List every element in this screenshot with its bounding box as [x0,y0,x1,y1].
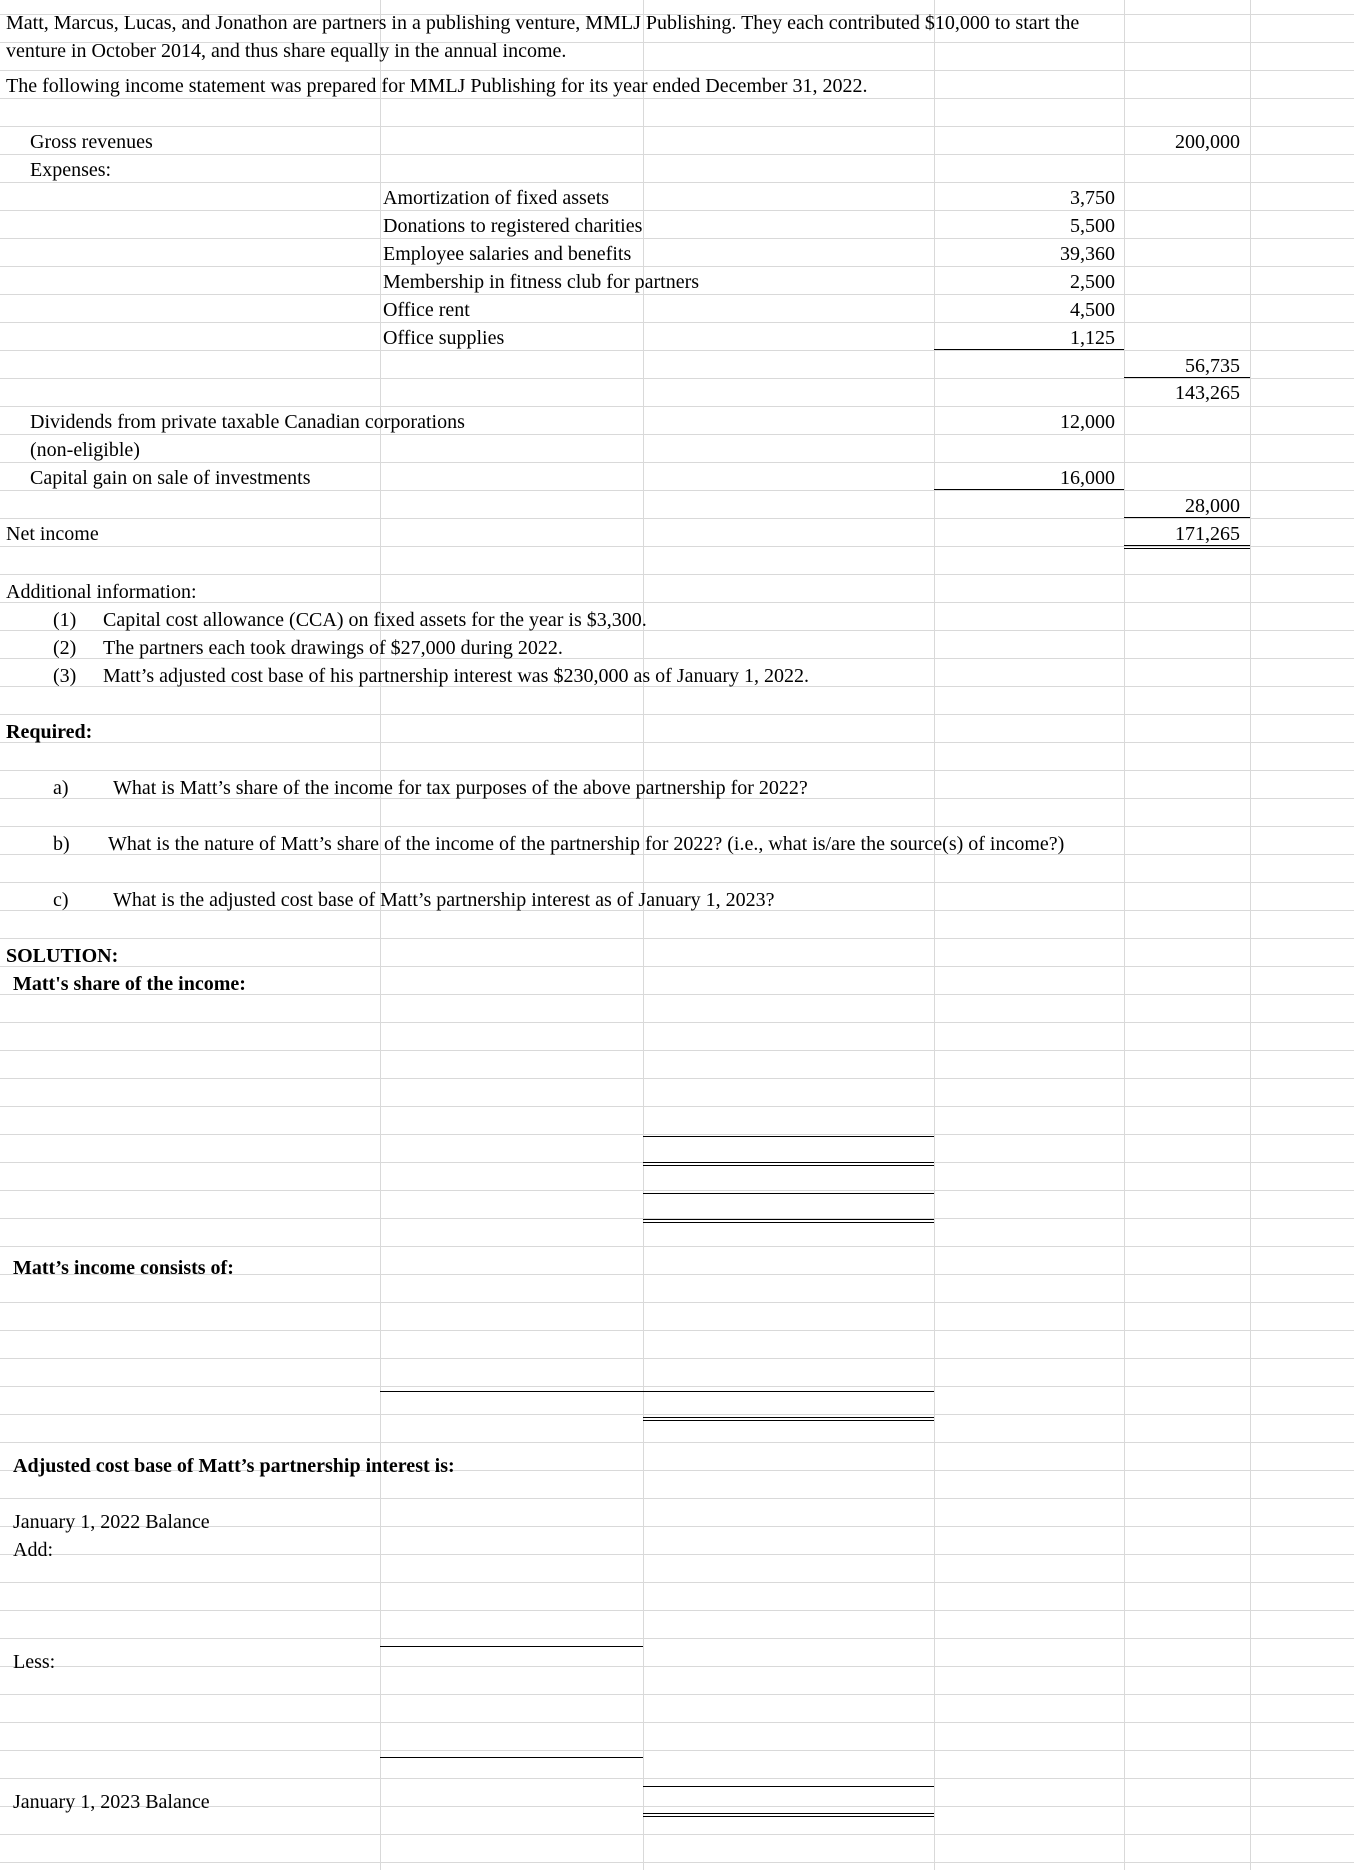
expense-label: Membership in fitness club for partners [383,271,700,293]
column-divider [1124,0,1125,1870]
required-item-text: What is the nature of Matt’s share of the income of the partnership for 2022? (i.e., what is/are the source(s) of income?) [108,833,1065,855]
subtotal-value: 143,265 [1175,382,1240,404]
underline [643,1193,934,1194]
underline [380,1757,643,1758]
column-divider [380,0,381,1870]
underline [934,489,1124,490]
double-underline [1124,545,1250,549]
double-underline [643,1162,934,1166]
expenses-label: Expenses: [30,159,112,181]
additional-item-number: (2) [53,637,77,659]
additional-item-number: (3) [53,665,77,687]
expense-label: Office rent [383,299,470,321]
required-item-letter: b) [53,833,70,855]
net-income-value: 171,265 [1175,523,1240,545]
expense-label: Donations to registered charities [383,215,643,237]
add-label: Add: [13,1539,53,1561]
column-divider [1250,0,1251,1870]
net-income-label: Net income [6,523,99,545]
solution-title: SOLUTION: [6,945,119,967]
underline [380,1391,934,1392]
underline [934,349,1124,350]
additional-info-title: Additional information: [6,581,197,603]
intro-line-3: The following income statement was prepared for MMLJ Publishing for its year ended December 31, 2022. [6,75,868,97]
jan-2023-balance-label: January 1, 2023 Balance [13,1791,210,1813]
required-item-text: What is Matt’s share of the income for tax purposes of the above partnership for 2022? [113,777,808,799]
other-income-total: 28,000 [1185,495,1240,517]
income-consists-heading: Matt’s income consists of: [13,1257,234,1279]
intro-line-1: Matt, Marcus, Lucas, and Jonathon are partners in a publishing venture, MMLJ Publishing. They each contributed $10,000 to start the [6,12,1080,34]
required-item-text: What is the adjusted cost base of Matt’s partnership interest as of January 1, 2023? [113,889,775,911]
double-underline [643,1813,934,1817]
underline [643,1136,934,1137]
expense-label: Employee salaries and benefits [383,243,632,265]
required-item-letter: a) [53,777,69,799]
required-title: Required: [6,721,93,743]
gross-revenues-value: 200,000 [1175,131,1240,153]
required-item-letter: c) [53,889,69,911]
double-underline [643,1219,934,1223]
share-of-income-heading: Matt's share of the income: [13,973,246,995]
additional-item-text: The partners each took drawings of $27,000 during 2022. [103,637,563,659]
gross-revenues-label: Gross revenues [30,131,153,153]
expense-value: 1,125 [1070,327,1115,349]
total-expenses-value: 56,735 [1185,355,1240,377]
additional-item-text: Matt’s adjusted cost base of his partnership interest was $230,000 as of January 1, 2022. [103,665,809,687]
expense-label: Amortization of fixed assets [383,187,610,209]
dividends-label-2: (non-eligible) [30,439,140,461]
dividends-value: 12,000 [1060,411,1115,433]
expense-value: 5,500 [1070,215,1115,237]
dividends-label: Dividends from private taxable Canadian corporations [30,411,465,433]
underline [643,1786,934,1787]
additional-item-number: (1) [53,609,77,631]
column-divider [934,0,935,1870]
expense-value: 4,500 [1070,299,1115,321]
expense-label: Office supplies [383,327,505,349]
expense-value: 3,750 [1070,187,1115,209]
additional-item-text: Capital cost allowance (CCA) on fixed assets for the year is $3,300. [103,609,647,631]
jan-2022-balance-label: January 1, 2022 Balance [13,1511,210,1533]
acb-heading: Adjusted cost base of Matt’s partnership interest is: [13,1455,455,1477]
less-label: Less: [13,1651,56,1673]
expense-value: 2,500 [1070,271,1115,293]
capital-gain-value: 16,000 [1060,467,1115,489]
underline [380,1646,643,1647]
underline [1124,377,1250,378]
double-underline [643,1417,934,1421]
expense-value: 39,360 [1060,243,1115,265]
capital-gain-label: Capital gain on sale of investments [30,467,311,489]
intro-line-2: venture in October 2014, and thus share equally in the annual income. [6,40,567,62]
underline [1124,517,1250,518]
